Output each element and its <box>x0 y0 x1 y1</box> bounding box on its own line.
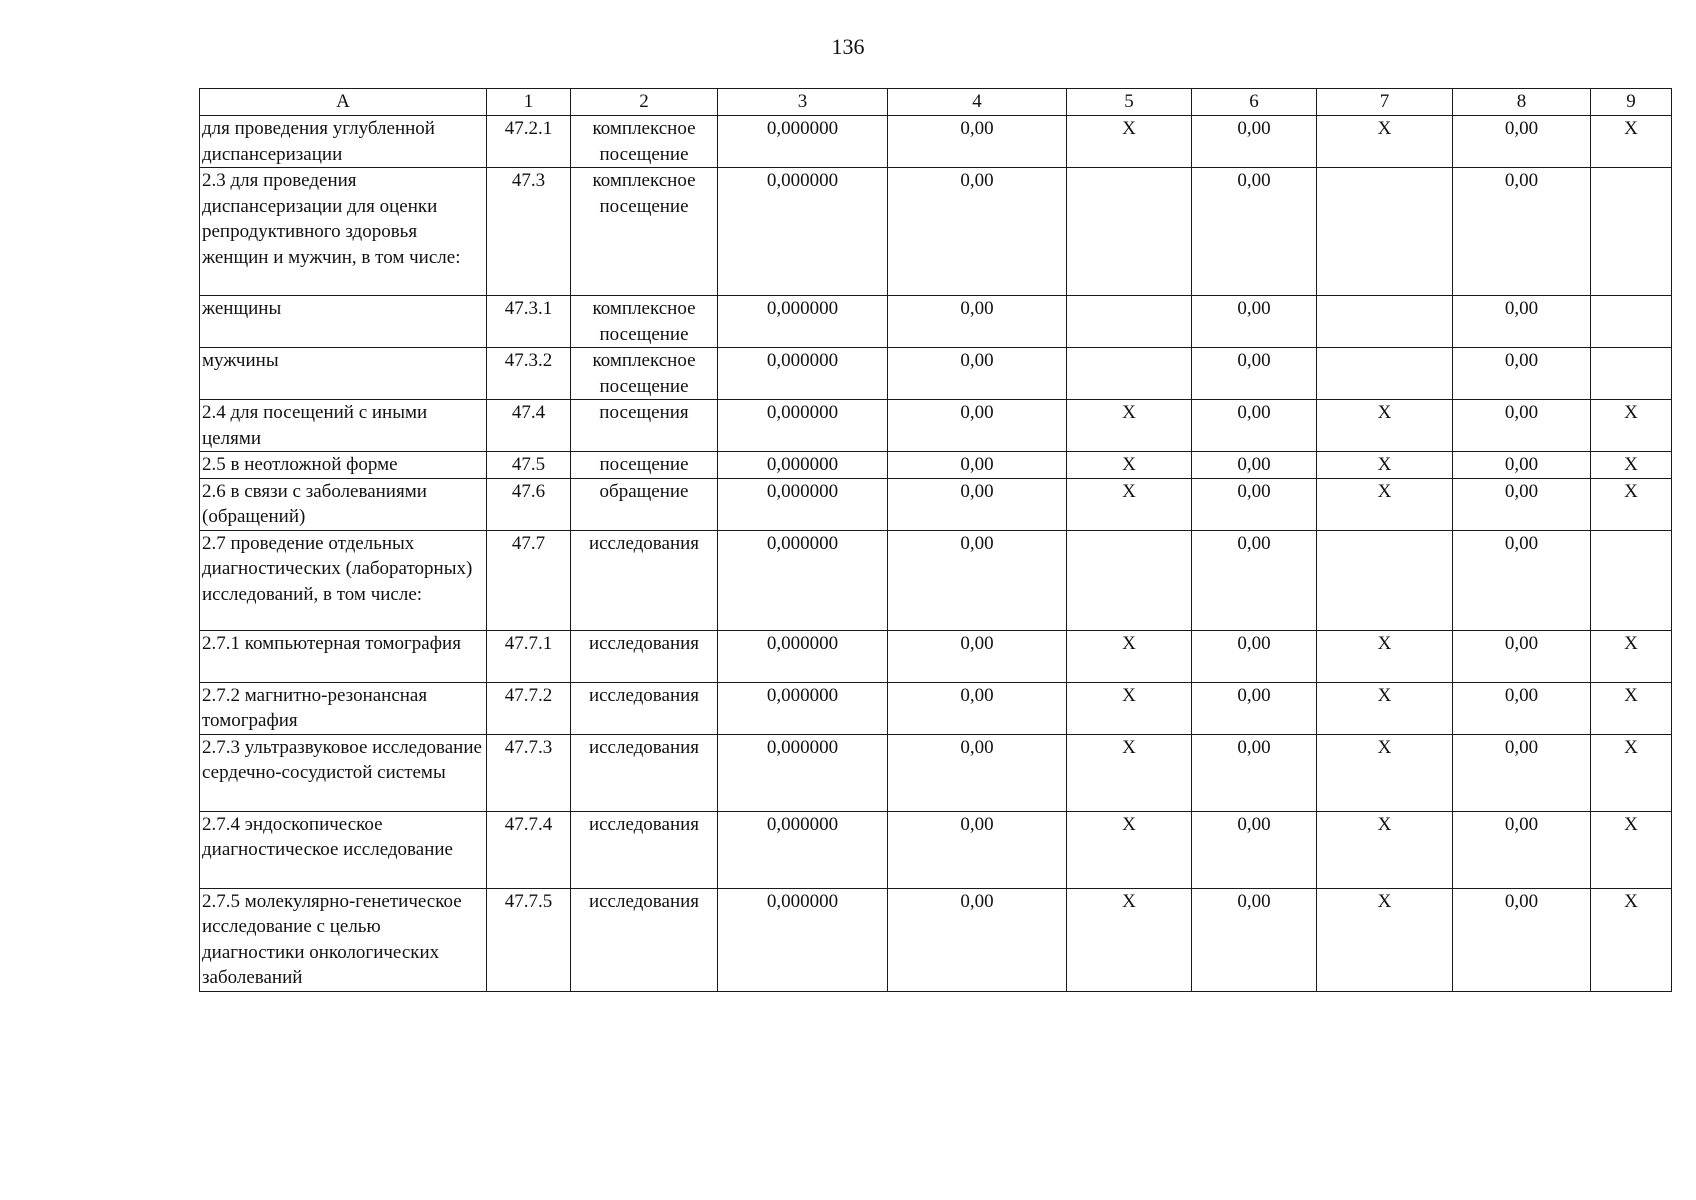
row-code: 47.3 <box>487 168 571 296</box>
column-header: 5 <box>1067 89 1192 116</box>
cell-col-5: Х <box>1067 400 1192 452</box>
cell-col-8: 0,00 <box>1453 630 1591 682</box>
table-row <box>200 734 1672 811</box>
page-number: 136 <box>831 34 865 59</box>
cell-col-9 <box>1591 296 1672 348</box>
column-header: 4 <box>888 89 1067 116</box>
cell-col-4: 0,00 <box>888 811 1067 888</box>
cell-col-6: 0,00 <box>1192 811 1317 888</box>
cell-col-7: Х <box>1317 682 1453 734</box>
cell-col-9: Х <box>1591 478 1672 530</box>
cell-col-9: Х <box>1591 400 1672 452</box>
cell-col-6: 0,00 <box>1192 348 1317 400</box>
table-row <box>200 811 1672 888</box>
row-unit: исследования <box>571 630 718 682</box>
cell-col-5 <box>1067 530 1192 630</box>
row-unit: комплексное посещение <box>571 348 718 400</box>
cell-col-9: Х <box>1591 630 1672 682</box>
row-unit: комплексное посещение <box>571 168 718 296</box>
cell-col-4: 0,00 <box>888 452 1067 479</box>
row-unit: посещения <box>571 400 718 452</box>
column-header: 1 <box>487 89 571 116</box>
cell-col-8: 0,00 <box>1453 168 1591 296</box>
table-row <box>200 116 1672 168</box>
cell-col-6: 0,00 <box>1192 478 1317 530</box>
cell-col-9 <box>1591 530 1672 630</box>
cell-col-3: 0,000000 <box>718 168 888 296</box>
table-header-row <box>200 89 1672 116</box>
cell-col-5: Х <box>1067 888 1192 991</box>
table-row <box>200 530 1672 630</box>
cell-col-9: Х <box>1591 734 1672 811</box>
cell-col-9: Х <box>1591 452 1672 479</box>
row-unit: комплексное посещение <box>571 296 718 348</box>
cell-col-9: Х <box>1591 811 1672 888</box>
cell-col-5: Х <box>1067 682 1192 734</box>
table-body <box>200 116 1672 992</box>
cell-col-6: 0,00 <box>1192 734 1317 811</box>
row-label: 2.7.2 магнитно-резонансная томография <box>200 682 487 734</box>
cell-col-4: 0,00 <box>888 478 1067 530</box>
row-label: мужчины <box>200 348 487 400</box>
table-row <box>200 348 1672 400</box>
cell-col-9: Х <box>1591 682 1672 734</box>
row-code: 47.7.4 <box>487 811 571 888</box>
table-row <box>200 682 1672 734</box>
cell-col-9: Х <box>1591 116 1672 168</box>
table-row <box>200 888 1672 991</box>
cell-col-8: 0,00 <box>1453 348 1591 400</box>
cell-col-4: 0,00 <box>888 168 1067 296</box>
column-header: А <box>200 89 487 116</box>
cell-col-5 <box>1067 168 1192 296</box>
cell-col-5: Х <box>1067 478 1192 530</box>
cell-col-4: 0,00 <box>888 734 1067 811</box>
row-unit: исследования <box>571 682 718 734</box>
cell-col-5: Х <box>1067 452 1192 479</box>
cell-col-5: Х <box>1067 116 1192 168</box>
cell-col-8: 0,00 <box>1453 811 1591 888</box>
cell-col-3: 0,000000 <box>718 682 888 734</box>
cell-col-7 <box>1317 168 1453 296</box>
cell-col-7: Х <box>1317 888 1453 991</box>
row-label: женщины <box>200 296 487 348</box>
cell-col-3: 0,000000 <box>718 116 888 168</box>
data-table <box>199 88 1672 992</box>
row-unit: исследования <box>571 888 718 991</box>
cell-col-7: Х <box>1317 116 1453 168</box>
row-label: для проведения углубленной диспансеризации <box>200 116 487 168</box>
cell-col-8: 0,00 <box>1453 116 1591 168</box>
cell-col-7 <box>1317 530 1453 630</box>
cell-col-4: 0,00 <box>888 630 1067 682</box>
cell-col-3: 0,000000 <box>718 630 888 682</box>
column-header: 2 <box>571 89 718 116</box>
cell-col-8: 0,00 <box>1453 734 1591 811</box>
table-row <box>200 478 1672 530</box>
cell-col-6: 0,00 <box>1192 168 1317 296</box>
row-label: 2.7.3 ультразвуковое исследование сердечно-сосудистой системы <box>200 734 487 811</box>
row-unit: исследования <box>571 811 718 888</box>
column-header: 8 <box>1453 89 1591 116</box>
row-label: 2.6 в связи с заболеваниями (обращений) <box>200 478 487 530</box>
row-label: 2.7.5 молекулярно-генетическое исследование с целью диагностики онкологических заболеваний <box>200 888 487 991</box>
table-row <box>200 630 1672 682</box>
row-label: 2.7.1 компьютерная томография <box>200 630 487 682</box>
row-label: 2.7 проведение отдельных диагностических (лабораторных) исследований, в том числе: <box>200 530 487 630</box>
row-unit: исследования <box>571 530 718 630</box>
cell-col-5 <box>1067 348 1192 400</box>
cell-col-7: Х <box>1317 734 1453 811</box>
table-row <box>200 296 1672 348</box>
table-row <box>200 168 1672 296</box>
cell-col-5: Х <box>1067 811 1192 888</box>
cell-col-5: Х <box>1067 734 1192 811</box>
cell-col-3: 0,000000 <box>718 811 888 888</box>
row-code: 47.3.2 <box>487 348 571 400</box>
cell-col-4: 0,00 <box>888 348 1067 400</box>
cell-col-7 <box>1317 348 1453 400</box>
column-header: 7 <box>1317 89 1453 116</box>
cell-col-6: 0,00 <box>1192 630 1317 682</box>
cell-col-4: 0,00 <box>888 888 1067 991</box>
cell-col-3: 0,000000 <box>718 478 888 530</box>
row-label: 2.5 в неотложной форме <box>200 452 487 479</box>
row-code: 47.7.3 <box>487 734 571 811</box>
row-code: 47.5 <box>487 452 571 479</box>
cell-col-7: Х <box>1317 452 1453 479</box>
cell-col-4: 0,00 <box>888 116 1067 168</box>
cell-col-6: 0,00 <box>1192 452 1317 479</box>
row-label: 2.3 для проведения диспансеризации для оценки репродуктивного здоровья женщин и мужчин, в том числе: <box>200 168 487 296</box>
cell-col-6: 0,00 <box>1192 530 1317 630</box>
row-code: 47.7.2 <box>487 682 571 734</box>
row-unit: исследования <box>571 734 718 811</box>
cell-col-6: 0,00 <box>1192 296 1317 348</box>
cell-col-9 <box>1591 168 1672 296</box>
cell-col-7: Х <box>1317 478 1453 530</box>
cell-col-8: 0,00 <box>1453 296 1591 348</box>
row-code: 47.7 <box>487 530 571 630</box>
row-label: 2.7.4 эндоскопическое диагностическое исследование <box>200 811 487 888</box>
cell-col-3: 0,000000 <box>718 888 888 991</box>
cell-col-4: 0,00 <box>888 682 1067 734</box>
row-code: 47.4 <box>487 400 571 452</box>
row-unit: комплексное посещение <box>571 116 718 168</box>
cell-col-8: 0,00 <box>1453 888 1591 991</box>
cell-col-4: 0,00 <box>888 400 1067 452</box>
row-code: 47.7.5 <box>487 888 571 991</box>
column-header: 9 <box>1591 89 1672 116</box>
cell-col-9: Х <box>1591 888 1672 991</box>
cell-col-9 <box>1591 348 1672 400</box>
cell-col-3: 0,000000 <box>718 296 888 348</box>
cell-col-3: 0,000000 <box>718 400 888 452</box>
cell-col-4: 0,00 <box>888 296 1067 348</box>
column-header: 3 <box>718 89 888 116</box>
table-row <box>200 400 1672 452</box>
row-code: 47.3.1 <box>487 296 571 348</box>
table-row <box>200 452 1672 479</box>
cell-col-6: 0,00 <box>1192 116 1317 168</box>
cell-col-7: Х <box>1317 630 1453 682</box>
column-header: 6 <box>1192 89 1317 116</box>
row-code: 47.7.1 <box>487 630 571 682</box>
cell-col-8: 0,00 <box>1453 400 1591 452</box>
cell-col-3: 0,000000 <box>718 530 888 630</box>
cell-col-6: 0,00 <box>1192 400 1317 452</box>
row-label: 2.4 для посещений с иными целями <box>200 400 487 452</box>
cell-col-3: 0,000000 <box>718 348 888 400</box>
row-unit: посещение <box>571 452 718 479</box>
cell-col-7 <box>1317 296 1453 348</box>
row-unit: обращение <box>571 478 718 530</box>
cell-col-6: 0,00 <box>1192 682 1317 734</box>
row-code: 47.2.1 <box>487 116 571 168</box>
cell-col-8: 0,00 <box>1453 682 1591 734</box>
cell-col-3: 0,000000 <box>718 452 888 479</box>
cell-col-3: 0,000000 <box>718 734 888 811</box>
cell-col-7: Х <box>1317 811 1453 888</box>
cell-col-8: 0,00 <box>1453 530 1591 630</box>
cell-col-5: Х <box>1067 630 1192 682</box>
row-code: 47.6 <box>487 478 571 530</box>
cell-col-8: 0,00 <box>1453 478 1591 530</box>
cell-col-4: 0,00 <box>888 530 1067 630</box>
cell-col-7: Х <box>1317 400 1453 452</box>
cell-col-6: 0,00 <box>1192 888 1317 991</box>
cell-col-5 <box>1067 296 1192 348</box>
cell-col-8: 0,00 <box>1453 452 1591 479</box>
